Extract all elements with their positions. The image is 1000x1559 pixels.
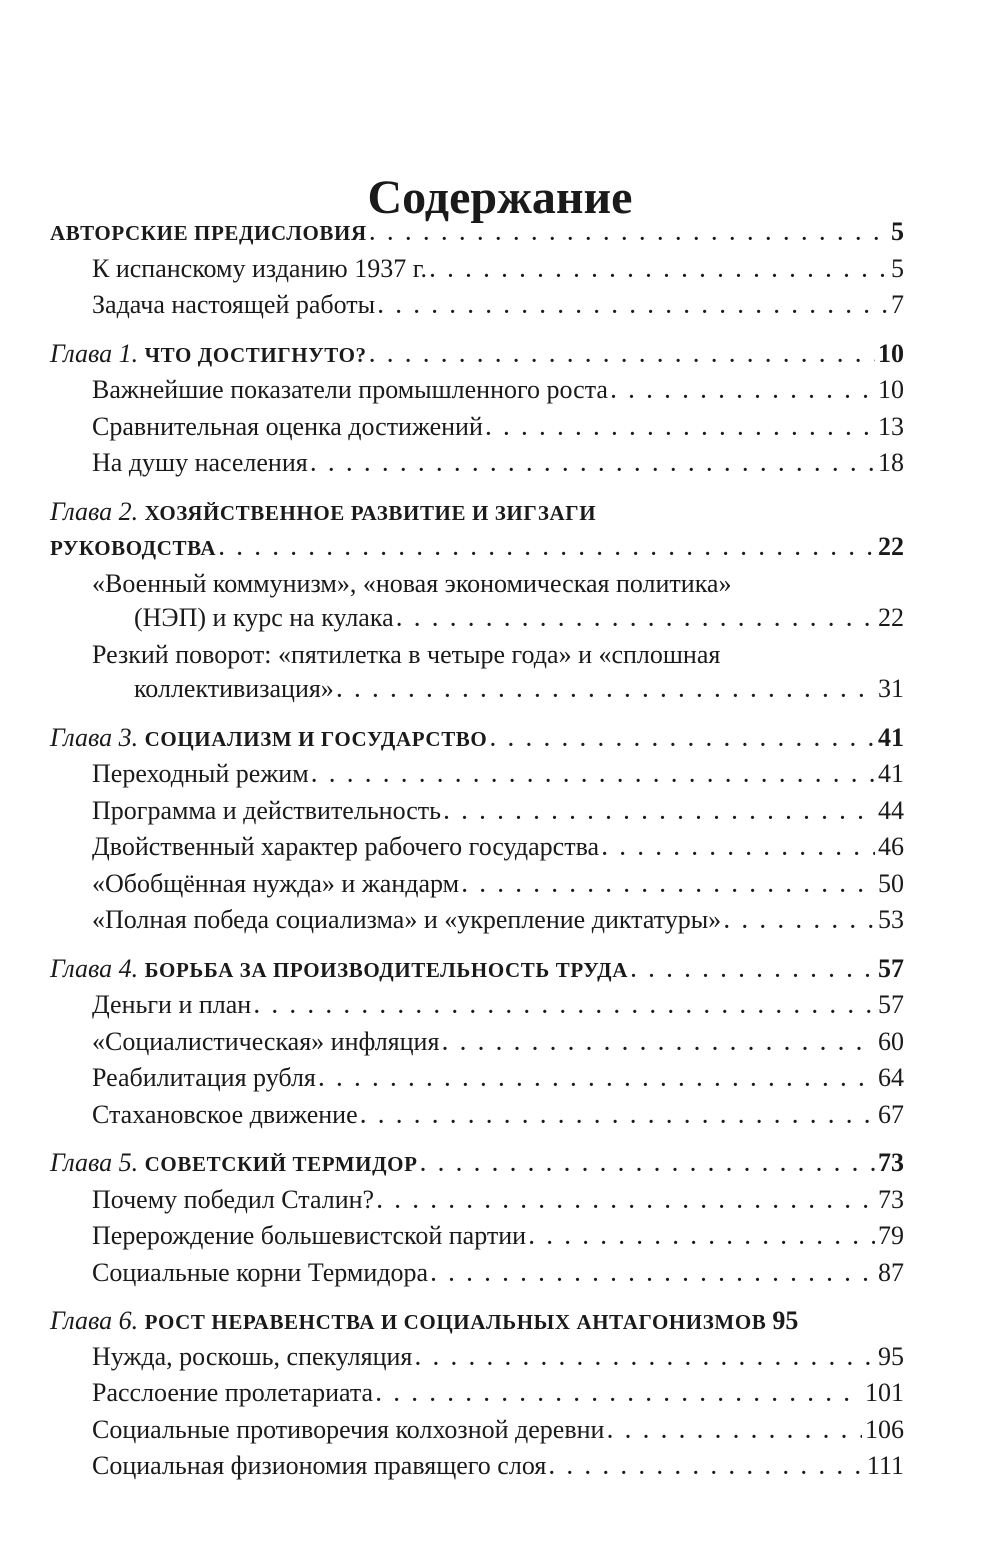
page-number: 73 [878, 1184, 904, 1214]
toc-entry[interactable] [50, 830, 904, 867]
toc-entry[interactable] [50, 757, 904, 794]
entry-title: «Социалистическая» инфляция [92, 1026, 440, 1056]
dot-leader [529, 1221, 875, 1256]
page-number: 31 [878, 674, 904, 703]
page-number: 5 [891, 217, 904, 246]
dot-leader [442, 1027, 875, 1062]
toc-section-chapter-6 [50, 1304, 904, 1486]
page-number: 95 [878, 1341, 904, 1371]
page-number: 22 [878, 532, 904, 561]
toc-entry[interactable] [50, 867, 904, 904]
toc-entry[interactable] [50, 288, 904, 325]
page-number: 7 [891, 290, 904, 319]
dot-leader [607, 1415, 862, 1450]
chapter-title-continued: РУКОВОДСТВА [50, 536, 217, 560]
dot-leader [549, 1451, 864, 1486]
toc-heading[interactable] [50, 337, 904, 374]
entry-title: Социальные корни Термидора [92, 1257, 429, 1287]
chapter-label: Глава 1. [50, 338, 139, 368]
page-number: 41 [878, 722, 904, 752]
toc-entry[interactable] [50, 252, 904, 289]
page-number: 53 [878, 905, 904, 934]
chapter-label: Глава 5. [50, 1148, 139, 1177]
page-number: 57 [878, 953, 904, 983]
dot-leader [421, 1148, 875, 1183]
toc-entry[interactable] [50, 446, 904, 483]
dot-leader [444, 796, 875, 831]
toc-entry[interactable] [50, 601, 904, 638]
entry-title: Программа и действительность [92, 795, 441, 825]
toc-section-chapter-2 [50, 495, 904, 709]
toc-entry[interactable] [50, 1256, 904, 1293]
dot-leader [312, 759, 875, 794]
page-number: 50 [878, 868, 904, 898]
entry-title: Перерождение большевистской партии [92, 1221, 527, 1250]
toc-entry[interactable] [50, 1061, 904, 1098]
page-number: 22 [878, 603, 904, 632]
dot-leader [377, 1185, 875, 1220]
page-number: 13 [878, 411, 904, 441]
toc-section-prefaces [50, 215, 904, 325]
entry-title: Деньги и план [92, 990, 252, 1019]
chapter-title: СОВЕТСКИЙ ТЕРМИДОР [144, 1152, 418, 1176]
toc-entry[interactable] [50, 1413, 904, 1450]
dot-leader [602, 832, 875, 867]
entry-title: Стахановское движение [92, 1099, 358, 1129]
toc-entry[interactable] [50, 672, 904, 709]
entry-title: Расслоение пролетариата [92, 1378, 374, 1407]
dot-leader [319, 1063, 875, 1098]
chapter-label: Глава 4. [50, 953, 139, 983]
toc-entry[interactable] [50, 1376, 904, 1413]
entry-title: Важнейшие показатели промышленного роста [92, 375, 608, 404]
page-title: Содержание [367, 171, 633, 225]
page-number: 10 [878, 375, 904, 404]
dot-leader [376, 1378, 862, 1413]
page-number: 46 [878, 832, 904, 861]
page-number: 64 [878, 1063, 904, 1092]
dot-leader [311, 448, 875, 483]
entry-title: Социальные противоречия колхозной деревни [92, 1414, 605, 1444]
toc-entry[interactable] [50, 1183, 904, 1220]
page-number: 101 [865, 1378, 904, 1407]
dot-leader [370, 339, 875, 374]
toc-entry[interactable] [50, 794, 904, 831]
toc-entry[interactable] [50, 373, 904, 410]
entry-title: Реабилитация рубля [92, 1063, 316, 1092]
toc-heading-line[interactable] [50, 495, 904, 531]
page-number: 95 [772, 1306, 799, 1335]
toc-entry[interactable] [50, 903, 904, 940]
section-title: АВТОРСКИЕ ПРЕДИСЛОВИЯ [50, 221, 367, 245]
table-of-contents [50, 215, 904, 1498]
page-number: 111 [866, 1451, 904, 1480]
dot-leader [631, 954, 875, 989]
toc-entry[interactable] [50, 1340, 904, 1377]
chapter-label: Глава 2. [50, 496, 139, 526]
entry-title: Переходный режим [92, 759, 309, 788]
toc-entry-line[interactable] [50, 567, 904, 602]
chapter-title: БОРЬБА ЗА ПРОИЗВОДИТЕЛЬНОСТЬ ТРУДА [144, 957, 628, 982]
entry-title: К испанскому изданию 1937 г. [92, 253, 427, 283]
dot-leader [219, 532, 875, 567]
entry-title: На душу населения [92, 448, 308, 477]
toc-entry[interactable] [50, 1449, 904, 1486]
toc-heading[interactable] [50, 1146, 904, 1183]
page-number: 67 [878, 1099, 904, 1129]
entry-title-continued: коллективизация» [134, 674, 334, 703]
toc-section-chapter-5 [50, 1146, 904, 1292]
dot-leader [415, 1342, 875, 1377]
toc-entry[interactable] [50, 988, 904, 1025]
page-number: 5 [891, 253, 904, 283]
page-number: 79 [878, 1221, 904, 1250]
dot-leader [724, 905, 875, 940]
toc-heading[interactable] [50, 1304, 904, 1340]
toc-heading[interactable] [50, 952, 904, 989]
chapter-title: ХОЗЯЙСТВЕННОЕ РАЗВИТИЕ И ЗИГЗАГИ [144, 500, 597, 525]
page-number: 18 [878, 448, 904, 477]
toc-section-chapter-3 [50, 721, 904, 940]
chapter-label: Глава 3. [50, 722, 139, 752]
dot-leader [462, 869, 875, 904]
entry-title: Почему победил Сталин? [92, 1184, 375, 1214]
dot-leader [361, 1100, 875, 1135]
entry-title: Задача настоящей работы [92, 290, 376, 319]
dot-leader [370, 217, 888, 252]
chapter-title: РОСТ НЕРАВЕНСТВА И СОЦИАЛЬНЫХ АНТАГОНИЗМОВ [144, 1310, 767, 1334]
page-number: 44 [878, 795, 904, 825]
dot-leader [611, 375, 875, 410]
entry-title: Двойственный характер рабочего государства [92, 832, 600, 861]
toc-heading[interactable] [50, 215, 904, 252]
page-number: 73 [878, 1148, 904, 1177]
toc-heading[interactable] [50, 721, 904, 758]
dot-leader [431, 1258, 875, 1293]
toc-entry-line[interactable] [50, 638, 904, 673]
page-number: 87 [878, 1257, 904, 1287]
toc-entry[interactable] [50, 410, 904, 447]
entry-title: «Обобщённая нужда» и жандарм [92, 868, 460, 898]
dot-leader [397, 603, 875, 638]
toc-entry[interactable] [50, 1219, 904, 1256]
dot-leader [337, 674, 875, 709]
entry-title: «Военный коммунизм», «новая экономическая политика» [92, 568, 732, 598]
entry-title: Резкий поворот: «пятилетка в четыре года» и «сплошная [92, 639, 721, 669]
dot-leader [378, 290, 888, 325]
entry-title: «Полная победа социализма» и «укрепление диктатуры» [92, 905, 722, 934]
chapter-label: Глава 6. [50, 1306, 139, 1335]
entry-title: Сравнительная оценка достижений [92, 411, 483, 441]
dot-leader [430, 254, 888, 289]
entry-title: Нужда, роскошь, спекуляция [92, 1341, 413, 1371]
toc-section-chapter-4 [50, 952, 904, 1135]
entry-title: Социальная физиономия правящего слоя [92, 1451, 547, 1480]
chapter-title: СОЦИАЛИЗМ И ГОСУДАРСТВО [144, 726, 488, 751]
page-number: 106 [865, 1414, 904, 1444]
toc-heading[interactable] [50, 530, 904, 567]
chapter-title: ЧТО ДОСТИГНУТО? [144, 342, 367, 367]
toc-entry[interactable] [50, 1098, 904, 1135]
dot-leader [490, 723, 875, 758]
page-number: 10 [878, 338, 904, 368]
page-number: 57 [878, 990, 904, 1019]
toc-entry[interactable] [50, 1025, 904, 1062]
page-number: 41 [878, 759, 904, 788]
entry-title-continued: (НЭП) и курс на кулака [134, 603, 394, 632]
dot-leader [486, 412, 875, 447]
toc-section-chapter-1 [50, 337, 904, 483]
page-number: 60 [878, 1026, 904, 1056]
dot-leader [254, 990, 875, 1025]
